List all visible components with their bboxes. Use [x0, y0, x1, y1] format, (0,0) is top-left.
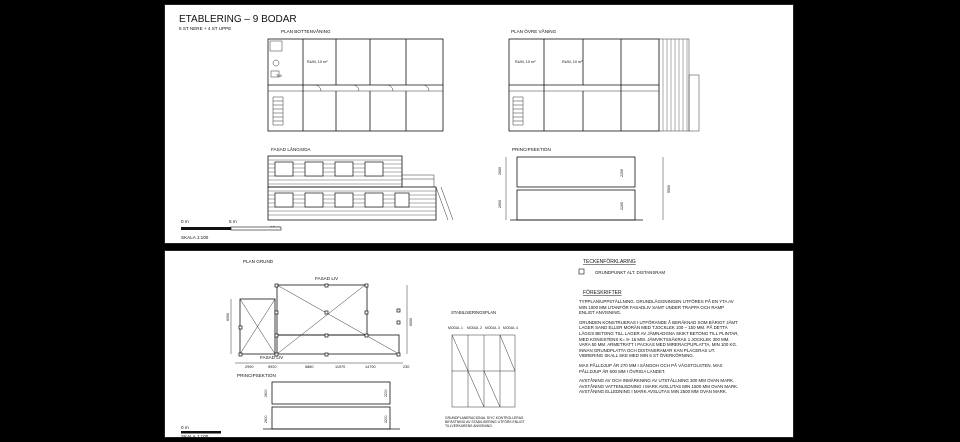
drawing-subtitle: 5 ST NERE + 4 ST UPPE [179, 26, 232, 31]
dim-5: 14790 [365, 365, 376, 369]
stab-label: STABILISERINGSPLAN [451, 310, 497, 315]
dim-3: 5880 [305, 365, 314, 369]
legend-item: GRUNDPUNKT ALT. DISTANSRAM [595, 270, 666, 275]
drawing-sheet-bottom [164, 250, 794, 438]
stab-note: GRUNDPLANERACIONAL DIYC KONTROLLERAS. BIFÄSTNING AV STABILISERING UTFÖRS ENLIGT TILLVERKARENS ANVISNING. [445, 416, 525, 429]
module-2: MODUL 2 [467, 326, 482, 330]
room-label: RUM, 10 m² [307, 60, 328, 64]
ground-dims [245, 365, 409, 369]
scale-text-bottom: SKALA 1:100 [181, 434, 209, 439]
bsec-dim-1: 2600 [264, 389, 268, 397]
rules-block [579, 299, 739, 399]
dim-1: 2990 [245, 365, 254, 369]
side-dim-1: 6000 [226, 313, 230, 321]
plan-upper-label: PLAN ÖVRE VÅNING [511, 29, 557, 34]
drawing-title: ETABLERING – 9 BODAR [179, 14, 297, 25]
section-dim-inner-lower: 2200 [620, 202, 624, 210]
rule-2: GRUNDEN KONSTRUERAS I UTFÖRANDE Å BERÄKNAD SOM BÄRIGT JÄMT LAGER SAND ELLER MORÄN MED TJOCKLEK 100 – 150 MM. PÅ DETTA LÄGGS BETONG TILL LAGER AV JÄMNADGNA SKIKT BETONG TILL PLINTAR, MED KONSISTENS K= 9- 16 MM. JÄMVIKTSSÄKRAS 1 JOCKLEK 300 MM. VARA 50 MM. ARMETRATT I PACKAS MED MIRERACPUPLATTA, MIN 100 KG. INNAN GRUNDPLATTA OCH DISTANSRAMAR KAN PLACERAS UT. VIBRERING SKALL SKE MED MIN 6 ST ÖVERKÖRNING. [579, 319, 739, 359]
side-dim-2: 6000 [409, 318, 413, 326]
facade-long-side [268, 146, 453, 220]
dim-2: 5920 [268, 365, 277, 369]
rule-1: TYPPLAN/UPPSTÄLLNING. GRUNDLÄGGNINGEN UTFÖRES PÅ EN YTA AV MIN 1000 MM UTANFÖR FASADLIV SAMT UNDER TRAPPA OCH RAMP ENLIGT ANVISNING. [579, 299, 734, 316]
bsec-dim-2: 2200 [384, 389, 388, 397]
legend-title: TECKENFÖRKLARING [583, 259, 636, 265]
facade-liv-top-label: FASAD LIV [315, 276, 339, 281]
room-label-upper-1: RUM, 10 m² [515, 60, 536, 64]
room-label-upper-2: RUM, 10 m² [562, 60, 583, 64]
section-dim-total: 5500 [667, 185, 671, 193]
section-top [498, 147, 671, 220]
scale-bar-bottom [181, 425, 221, 439]
rules-title: FÖRESKRIFTER [583, 290, 622, 296]
bsec-dim-4: 2200 [384, 415, 388, 423]
scale-text-top: SKALA 1:100 [181, 235, 209, 240]
plan-bottom-label: PLAN BOTTENVÅNING [281, 29, 331, 34]
drawing-sheet-top [164, 4, 794, 244]
section-dim-upper: 2600 [498, 167, 502, 175]
section-top-label: PRINCIPSEKTION [512, 147, 551, 152]
section-dim-lower: 2600 [498, 200, 502, 208]
plan-ground [226, 259, 413, 369]
scale-zero: 0 m [181, 219, 189, 224]
dim-4: 11970 [335, 365, 346, 369]
module-4: MODUL 4 [503, 326, 518, 330]
scale-five: 5 m [229, 219, 237, 224]
top-drawing-canvas [165, 5, 795, 245]
scale-bar-top [181, 219, 281, 240]
facade-label: FASAD LÅNGSIDA [271, 147, 311, 152]
module-3: MODUL 3 [485, 326, 500, 330]
section-bottom [237, 373, 400, 429]
rule-4: AVSTÅNING AV OCH INMÄRKNING AV UTSTÄLLNING 300 MM OVAN MARK. AVSTÅNING VATTENLEDNING I MARK AVSLUTAS MIN 1500 MM OVAN MARK. AVSTÅNING ELLEDNING I MARK AVSLUTAS MIN 2500 MM OVAN MARK. [579, 378, 739, 395]
legend-symbol [579, 269, 584, 274]
module-1: MODUL 1 [448, 326, 463, 330]
dim-6: 230 [403, 365, 410, 369]
section-dim-inner-upper: 2200 [620, 169, 624, 177]
stabilisation-plan [448, 310, 518, 407]
rule-3: MAX PÅLLDJUP ÄR 270 MM I SÄNGOH OCH PÅ VÄGSTOLSTEN. MAX PÅLLDJUP ÄR 600 MM I ÖVRIGA LANDET. [579, 362, 723, 374]
bsec-dim-3: 2600 [264, 415, 268, 423]
plan-upper-floor [509, 28, 699, 131]
legend [579, 258, 665, 296]
facade-liv-bottom-label: FASAD LIV [260, 355, 284, 360]
tm-label: TM [276, 74, 282, 78]
plan-bottom-floor [268, 28, 443, 131]
scale-zero-bottom: 0 m [181, 425, 189, 430]
section-bottom-label: PRINCIPSEKTION [237, 373, 276, 378]
plan-ground-label: PLAN GRUND [243, 259, 274, 264]
